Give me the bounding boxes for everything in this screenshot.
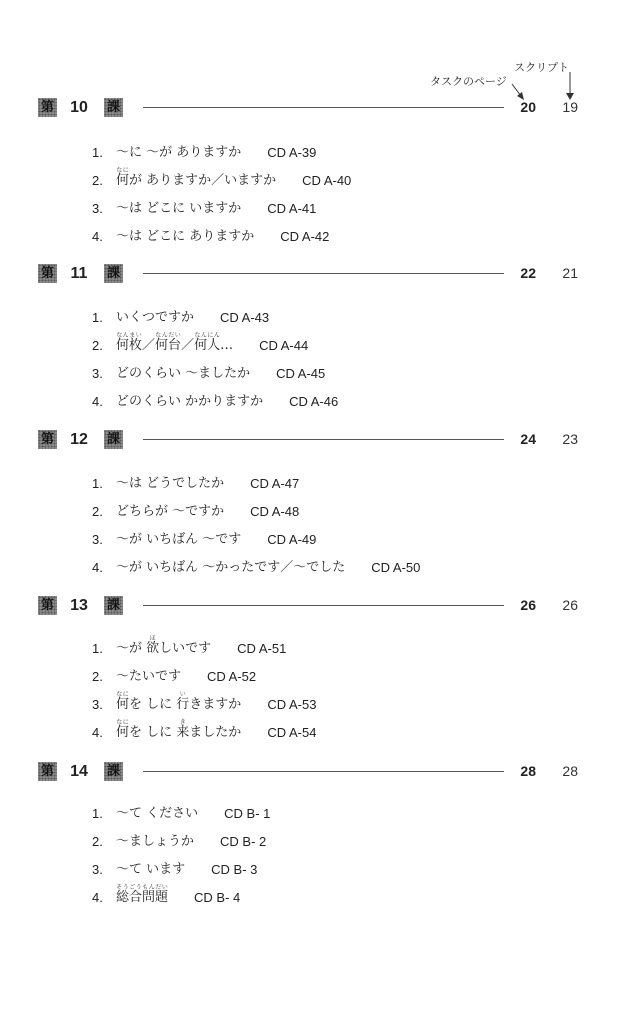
ka-badge: 課 <box>104 762 123 781</box>
task-page-number: 22 <box>520 265 536 281</box>
item-index: 1. <box>92 145 103 160</box>
ka-badge: 課 <box>104 98 123 117</box>
item-index: 3. <box>92 697 103 712</box>
list-item <box>92 521 316 547</box>
task-page-number: 26 <box>520 597 536 613</box>
item-text: どのくらい 〜ましたか <box>116 366 251 381</box>
item-index: 1. <box>92 310 103 325</box>
list-item <box>92 190 316 216</box>
item-index: 4. <box>92 890 103 905</box>
cd-track: CD B- 2 <box>220 834 267 849</box>
task-page-number: 28 <box>520 763 536 779</box>
item-text: 何なにが ありますか／いますか <box>116 167 277 188</box>
item-index: 4. <box>92 394 103 409</box>
script-page-header: スクリプト <box>514 61 569 74</box>
list-item <box>92 162 351 188</box>
dai-badge: 第 <box>38 98 57 117</box>
divider-line <box>143 273 504 274</box>
lesson-14-header <box>0 762 638 786</box>
script-page-number: 23 <box>562 431 578 447</box>
dai-badge: 第 <box>38 596 57 615</box>
lesson-13-header <box>0 596 638 620</box>
item-text: 何なにを しに 来きましたか <box>116 719 242 740</box>
cd-track: CD A-52 <box>207 669 257 684</box>
header-arrows <box>0 0 638 110</box>
task-page-number: 24 <box>520 431 536 447</box>
cd-track: CD B- 3 <box>211 862 258 877</box>
item-index: 4. <box>92 560 103 575</box>
item-index: 4. <box>92 725 103 740</box>
item-text: 〜は どこに いますか <box>116 201 242 216</box>
item-text: 〜が 欲ほしいです <box>116 635 212 656</box>
item-text: 〜は どこに ありますか <box>116 229 255 244</box>
cd-track: CD A-53 <box>267 697 317 712</box>
item-index: 2. <box>92 173 103 188</box>
item-text: 〜て います <box>116 862 186 877</box>
lesson-number: 12 <box>70 431 88 448</box>
item-text: 〜ましょうか <box>116 834 195 849</box>
cd-track: CD A-51 <box>237 641 287 656</box>
item-text: どのくらい かかりますか <box>116 394 264 409</box>
lesson-number: 14 <box>70 763 88 780</box>
cd-track: CD A-41 <box>267 201 317 216</box>
script-page-number: 21 <box>562 265 578 281</box>
item-text: どちらが 〜ですか <box>116 504 225 519</box>
divider-line <box>143 439 504 440</box>
item-index: 2. <box>92 669 103 684</box>
cd-track: CD A-50 <box>371 560 421 575</box>
list-item <box>92 658 256 684</box>
divider-line <box>143 107 504 108</box>
item-text: 〜に 〜が ありますか <box>116 145 242 160</box>
cd-track: CD A-54 <box>267 725 317 740</box>
item-index: 1. <box>92 476 103 491</box>
item-text: 何枚なんまい／何台なんだい／何人なんにん… <box>116 332 234 353</box>
cd-track: CD A-43 <box>220 310 270 325</box>
item-text: 何なにを しに 行いきますか <box>116 691 242 712</box>
dai-badge: 第 <box>38 762 57 781</box>
item-index: 1. <box>92 806 103 821</box>
ka-badge: 課 <box>104 264 123 283</box>
dai-badge: 第 <box>38 264 57 283</box>
lesson-10-header <box>0 98 638 122</box>
cd-track: CD A-40 <box>302 173 352 188</box>
list-item <box>92 134 316 160</box>
list-item <box>92 327 308 353</box>
list-item <box>92 383 338 409</box>
item-index: 2. <box>92 504 103 519</box>
list-item <box>92 879 240 905</box>
task-page-number: 20 <box>520 99 536 115</box>
item-index: 3. <box>92 532 103 547</box>
list-item <box>92 493 299 519</box>
list-item <box>92 299 269 325</box>
item-index: 3. <box>92 201 103 216</box>
cd-track: CD A-39 <box>267 145 317 160</box>
item-text: いくつですか <box>116 310 195 325</box>
item-index: 4. <box>92 229 103 244</box>
cd-track: CD A-45 <box>276 366 326 381</box>
cd-track: CD A-47 <box>250 476 300 491</box>
item-index: 1. <box>92 641 103 656</box>
lesson-number: 13 <box>70 597 88 614</box>
item-text: 〜が いちばん 〜です <box>116 532 242 547</box>
cd-track: CD A-46 <box>289 394 339 409</box>
cd-track: CD A-42 <box>280 229 330 244</box>
cd-track: CD A-48 <box>250 504 300 519</box>
dai-badge: 第 <box>38 430 57 449</box>
item-text: 〜は どうでしたか <box>116 476 225 491</box>
cd-track: CD B- 1 <box>224 806 271 821</box>
item-index: 2. <box>92 338 103 353</box>
lesson-number: 10 <box>70 99 88 116</box>
lesson-11-header <box>0 264 638 288</box>
list-item <box>92 218 329 244</box>
list-item <box>92 795 270 821</box>
list-item <box>92 714 316 740</box>
item-text: 〜が いちばん 〜かったです／〜でした <box>116 560 346 575</box>
ka-badge: 課 <box>104 430 123 449</box>
divider-line <box>143 605 504 606</box>
list-item <box>92 465 299 491</box>
list-item <box>92 630 286 656</box>
script-page-number: 28 <box>562 763 578 779</box>
item-index: 2. <box>92 834 103 849</box>
item-text: 総合問題そうごうもんだい <box>116 884 169 905</box>
cd-track: CD B- 4 <box>194 890 241 905</box>
cd-track: CD A-49 <box>267 532 317 547</box>
list-item <box>92 549 420 575</box>
item-index: 3. <box>92 366 103 381</box>
list-item <box>92 686 316 712</box>
item-index: 3. <box>92 862 103 877</box>
divider-line <box>143 771 504 772</box>
script-page-number: 19 <box>562 99 578 115</box>
lesson-12-header <box>0 430 638 454</box>
list-item <box>92 823 266 849</box>
list-item <box>92 355 325 381</box>
script-page-number: 26 <box>562 597 578 613</box>
task-page-header: タスクのページ <box>430 75 507 88</box>
list-item <box>92 851 257 877</box>
item-text: 〜たいです <box>116 669 182 684</box>
lesson-number: 11 <box>70 265 88 282</box>
ka-badge: 課 <box>104 596 123 615</box>
item-text: 〜て ください <box>116 806 199 821</box>
cd-track: CD A-44 <box>259 338 309 353</box>
